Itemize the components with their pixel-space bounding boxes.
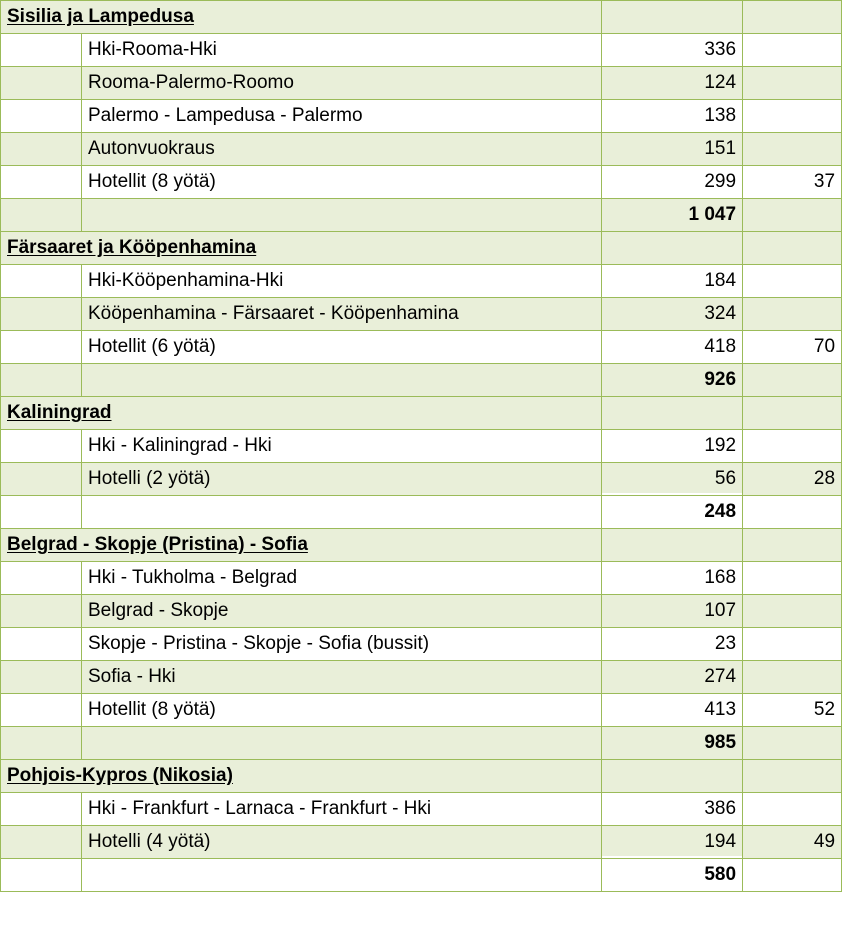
row-indent-cell xyxy=(1,463,82,496)
expense-cost: 413 xyxy=(602,694,743,727)
expense-label: Hki-Kööpenhamina-Hki xyxy=(82,265,602,298)
total-extra-cell xyxy=(743,727,842,760)
section-heading-text: Belgrad - Skopje (Pristina) - Sofia xyxy=(7,534,308,555)
total-label-cell xyxy=(82,199,602,232)
expense-extra xyxy=(743,595,842,628)
expense-cost: 107 xyxy=(602,595,743,628)
total-extra-cell xyxy=(743,859,842,892)
expense-row xyxy=(1,166,842,199)
section-heading-text: Färsaaret ja Kööpenhamina xyxy=(7,237,257,258)
expense-row xyxy=(1,661,842,694)
section-heading-row xyxy=(1,232,842,265)
expense-label: Autonvuokraus xyxy=(82,133,602,166)
expense-label: Hotelli (2 yötä) xyxy=(82,463,602,496)
expense-cost: 23 xyxy=(602,628,743,661)
expense-label: Hotellit (8 yötä) xyxy=(82,166,602,199)
expense-row xyxy=(1,595,842,628)
total-indent-cell xyxy=(1,199,82,232)
total-indent-cell xyxy=(1,727,82,760)
section-heading-cost-cell xyxy=(602,397,743,430)
expense-cost: 324 xyxy=(602,298,743,331)
section-total-value: 248 xyxy=(602,496,743,529)
expense-extra xyxy=(743,430,842,463)
expense-cost: 192 xyxy=(602,430,743,463)
expense-cost: 124 xyxy=(602,67,743,100)
total-label-cell xyxy=(82,364,602,397)
section-heading-row xyxy=(1,529,842,562)
expense-cost: 194 xyxy=(602,826,743,859)
expense-extra: 37 xyxy=(743,166,842,199)
section-heading-row xyxy=(1,397,842,430)
section-heading-text: Pohjois-Kypros (Nikosia) xyxy=(7,765,233,786)
section-total-row xyxy=(1,364,842,397)
section-heading-cost-cell xyxy=(602,1,743,34)
expense-extra: 52 xyxy=(743,694,842,727)
expense-extra: 28 xyxy=(743,463,842,496)
section-heading xyxy=(1,1,602,34)
row-indent-cell xyxy=(1,628,82,661)
expense-row xyxy=(1,100,842,133)
expense-label: Hki - Frankfurt - Larnaca - Frankfurt - Hki xyxy=(82,793,602,826)
section-heading-cost-cell xyxy=(602,529,743,562)
expense-cost: 168 xyxy=(602,562,743,595)
row-indent-cell xyxy=(1,562,82,595)
row-indent-cell xyxy=(1,34,82,67)
expense-label: Hki-Rooma-Hki xyxy=(82,34,602,67)
budget-table-body xyxy=(1,1,842,892)
section-total-value: 1 047 xyxy=(602,199,743,232)
section-heading xyxy=(1,232,602,265)
expense-row xyxy=(1,331,842,364)
expense-label: Kööpenhamina - Färsaaret - Kööpenhamina xyxy=(82,298,602,331)
total-indent-cell xyxy=(1,496,82,529)
section-heading-cost-cell xyxy=(602,760,743,793)
expense-label: Hotelli (4 yötä) xyxy=(82,826,602,859)
expense-row xyxy=(1,298,842,331)
row-indent-cell xyxy=(1,793,82,826)
section-heading xyxy=(1,529,602,562)
section-total-row xyxy=(1,727,842,760)
row-indent-cell xyxy=(1,133,82,166)
expense-cost: 56 xyxy=(602,463,743,496)
section-total-row xyxy=(1,199,842,232)
total-label-cell xyxy=(82,727,602,760)
section-heading-extra-cell xyxy=(743,397,842,430)
expense-extra xyxy=(743,661,842,694)
expense-row xyxy=(1,463,842,496)
section-total-value: 580 xyxy=(602,859,743,892)
expense-cost: 138 xyxy=(602,100,743,133)
expense-row xyxy=(1,562,842,595)
expense-row xyxy=(1,67,842,100)
expense-label: Belgrad - Skopje xyxy=(82,595,602,628)
expense-cost: 386 xyxy=(602,793,743,826)
section-heading-cost-cell xyxy=(602,232,743,265)
row-indent-cell xyxy=(1,166,82,199)
expense-label: Hki - Kaliningrad - Hki xyxy=(82,430,602,463)
expense-cost: 184 xyxy=(602,265,743,298)
total-label-cell xyxy=(82,496,602,529)
expense-label: Skopje - Pristina - Skopje - Sofia (bussit) xyxy=(82,628,602,661)
row-indent-cell xyxy=(1,298,82,331)
expense-row xyxy=(1,628,842,661)
expense-cost: 418 xyxy=(602,331,743,364)
row-indent-cell xyxy=(1,67,82,100)
expense-cost: 274 xyxy=(602,661,743,694)
row-indent-cell xyxy=(1,100,82,133)
expense-extra xyxy=(743,67,842,100)
expense-extra xyxy=(743,562,842,595)
expense-row xyxy=(1,133,842,166)
section-heading-extra-cell xyxy=(743,232,842,265)
expense-extra xyxy=(743,298,842,331)
section-total-value: 985 xyxy=(602,727,743,760)
expense-row xyxy=(1,826,842,859)
expense-extra xyxy=(743,793,842,826)
expense-extra xyxy=(743,265,842,298)
expense-label: Hki - Tukholma - Belgrad xyxy=(82,562,602,595)
expense-row xyxy=(1,694,842,727)
expense-extra: 49 xyxy=(743,826,842,859)
expense-cost: 336 xyxy=(602,34,743,67)
row-indent-cell xyxy=(1,265,82,298)
row-indent-cell xyxy=(1,595,82,628)
section-heading-row xyxy=(1,760,842,793)
section-heading xyxy=(1,760,602,793)
total-extra-cell xyxy=(743,199,842,232)
expense-extra xyxy=(743,628,842,661)
expense-label: Rooma-Palermo-Roomo xyxy=(82,67,602,100)
section-heading-extra-cell xyxy=(743,529,842,562)
section-total-value: 926 xyxy=(602,364,743,397)
expense-label: Sofia - Hki xyxy=(82,661,602,694)
expense-extra xyxy=(743,133,842,166)
row-indent-cell xyxy=(1,430,82,463)
expense-extra xyxy=(743,34,842,67)
section-heading-row xyxy=(1,1,842,34)
expense-row xyxy=(1,793,842,826)
section-heading-text: Kaliningrad xyxy=(7,402,112,423)
section-heading xyxy=(1,397,602,430)
section-heading-extra-cell xyxy=(743,1,842,34)
total-label-cell xyxy=(82,859,602,892)
row-indent-cell xyxy=(1,331,82,364)
total-extra-cell xyxy=(743,496,842,529)
expense-label: Hotellit (6 yötä) xyxy=(82,331,602,364)
expense-extra xyxy=(743,100,842,133)
expense-cost: 299 xyxy=(602,166,743,199)
total-extra-cell xyxy=(743,364,842,397)
expense-extra: 70 xyxy=(743,331,842,364)
expense-row xyxy=(1,34,842,67)
expense-row xyxy=(1,430,842,463)
expense-label: Hotellit (8 yötä) xyxy=(82,694,602,727)
total-indent-cell xyxy=(1,859,82,892)
row-indent-cell xyxy=(1,826,82,859)
expense-row xyxy=(1,265,842,298)
row-indent-cell xyxy=(1,661,82,694)
expense-label: Palermo - Lampedusa - Palermo xyxy=(82,100,602,133)
section-heading-extra-cell xyxy=(743,760,842,793)
row-indent-cell xyxy=(1,694,82,727)
total-indent-cell xyxy=(1,364,82,397)
section-heading-text: Sisilia ja Lampedusa xyxy=(7,6,194,27)
expense-cost: 151 xyxy=(602,133,743,166)
section-total-row xyxy=(1,859,842,892)
section-total-row xyxy=(1,496,842,529)
